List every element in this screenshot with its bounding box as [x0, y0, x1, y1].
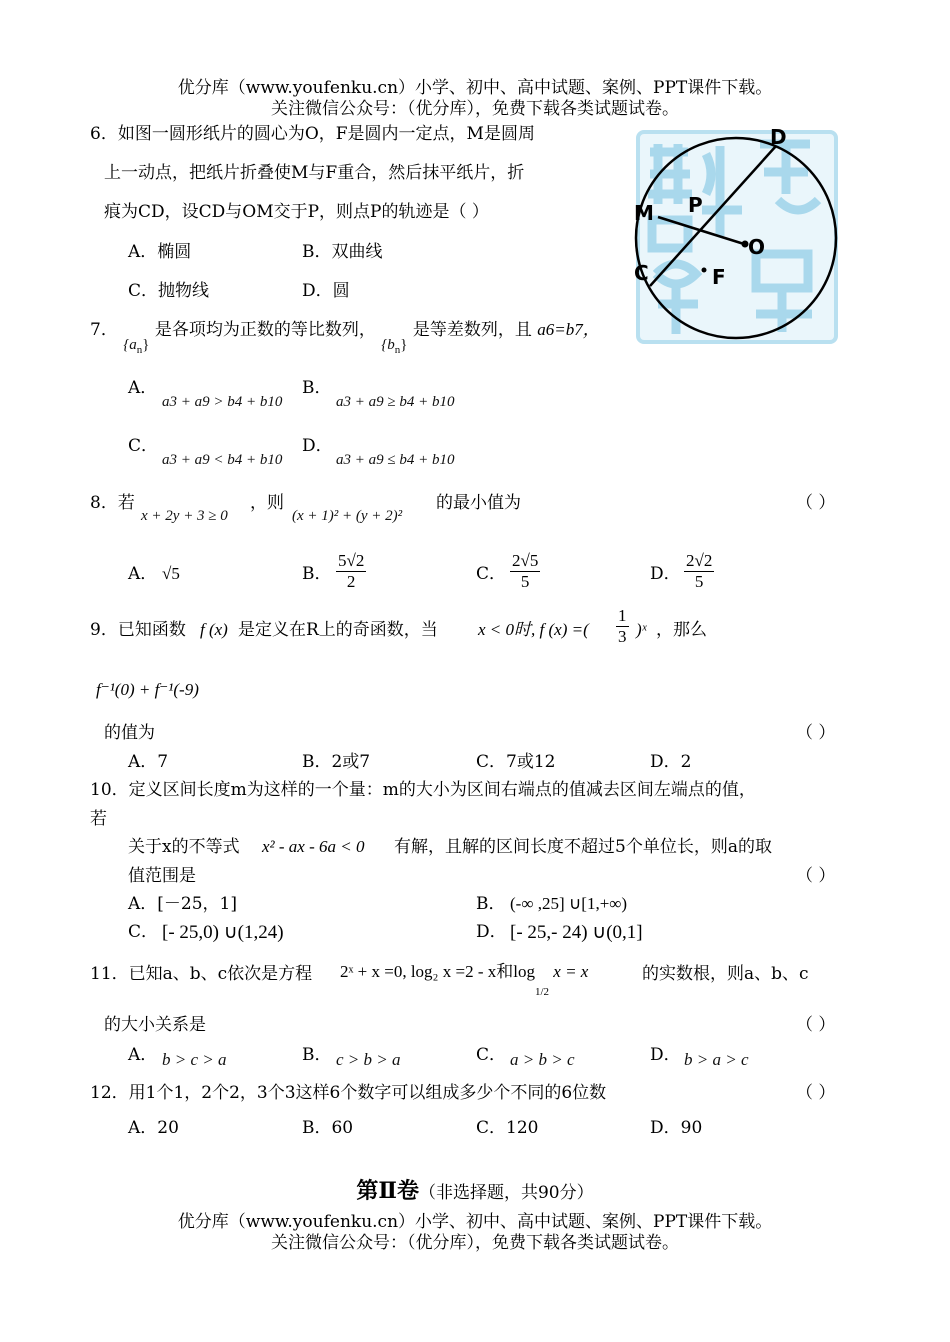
q12-option-b: B．60: [302, 1118, 354, 1138]
q11-option-d-label: D．: [650, 1045, 681, 1065]
q9-expression: f⁻¹(0) + f⁻¹(-9): [96, 680, 199, 699]
q7-number: 7．: [90, 320, 118, 340]
section-2-heading: [0, 1178, 950, 1204]
q9-line-1a: 9．已知函数: [90, 620, 186, 640]
q11-option-b-label: B．: [302, 1045, 332, 1065]
q11-option-c: a > b > c: [510, 1050, 575, 1069]
section-2-note: （非选择题，共90分）: [418, 1183, 594, 1203]
q6-line-1: 6．如图一圆形纸片的圆心为O，F是圆内一定点，M是圆周: [90, 124, 535, 144]
q8-option-a-label: A．: [128, 564, 158, 584]
q9-answer-paren: （ ）: [796, 723, 836, 743]
q8-option-b: $\frac{5√2}{2}$: [338, 551, 365, 592]
q8-number: 8．若: [90, 493, 135, 513]
q8-option-b-label: B．: [302, 564, 332, 584]
q11-option-b: c > b > a: [336, 1050, 401, 1069]
q10-line-1: 10．定义区间长度m为这样的一个量：m的大小为区间右端点的值减去区间左端点的值，: [90, 780, 756, 800]
q6-option-d: D．圆: [302, 281, 350, 301]
label-o: O: [748, 235, 766, 259]
q10-line-2a: 关于x的不等式: [128, 837, 240, 857]
q9-condition: x < 0时, f (x) =(: [478, 620, 589, 639]
q7-option-a: a3 + a9 > b4 + b10: [162, 394, 283, 410]
header-line-2: 关注微信公众号：（优分库），免费下载各类试题试卷。: [271, 99, 679, 119]
q8-option-a: √5: [162, 564, 180, 583]
q10-line-3: 值范围是: [128, 866, 196, 886]
q11-option-a: b > c > a: [162, 1050, 227, 1069]
q9-option-c: C．7或12: [476, 752, 556, 772]
q10-answer-paren: （ ）: [796, 866, 836, 886]
q7-text-2: 是等差数列，且: [412, 320, 532, 340]
section-2-title: 第Ⅱ卷: [356, 1178, 419, 1204]
q9-line-1c: ，那么: [656, 620, 707, 640]
q12-option-d: D．90: [650, 1118, 703, 1138]
q6-option-c: C．抛物线: [128, 281, 210, 301]
label-m: M: [634, 201, 654, 225]
q9-option-b: B．2或7: [302, 752, 371, 772]
q9-line-3: 的值为: [104, 723, 155, 743]
label-c: C: [634, 261, 649, 285]
q12-option-c: C．120: [476, 1118, 539, 1138]
q11-option-c-label: C．: [476, 1045, 507, 1065]
q9-power: )ˣ: [636, 620, 647, 639]
q7-option-a-label: A．: [128, 378, 158, 398]
q8-tail: 的最小值为: [436, 493, 521, 513]
q8-option-c: $\frac{2√5}{5}$: [512, 551, 539, 592]
footer-line-1: 优分库（www.youfenku.cn）小学、初中、高中试题、案例、PPT课件下载。: [177, 1212, 773, 1232]
q7-option-b: a3 + a9 ≥ b4 + b10: [336, 394, 455, 410]
q10-option-b: (-∞ ,25] ∪[1,+∞): [510, 894, 628, 913]
q11-answer-paren: （ ）: [796, 1015, 836, 1035]
q11-equation: 2ˣ + x =0, log₂ x =2 - x和$\log_{1/2} x = x$: [340, 962, 589, 999]
q9-option-d: D．2: [650, 752, 692, 772]
q10-inequality: x² - ax - 6a < 0: [262, 837, 365, 856]
q7-line: [90, 320, 600, 356]
q10-line-2b: 有解，且解的区间长度不超过5个单位长，则a的取: [394, 837, 772, 857]
q8-answer-paren: （ ）: [796, 493, 836, 513]
q9-fraction: $\frac{1}{3}$: [618, 606, 627, 647]
q12-answer-paren: （ ）: [796, 1083, 836, 1103]
q8-option-d: $\frac{2√2}{5}$: [686, 551, 713, 592]
q11-option-a-label: A．: [128, 1045, 158, 1065]
q11-line-1b: 的实数根，则a、b、c: [642, 964, 809, 984]
q6-line-3: 痕为CD，设CD与OM交于P，则点P的轨迹是（ ）: [104, 202, 489, 222]
q7-seq-b: $\{b_n\}$: [381, 337, 408, 356]
point-f: [702, 268, 707, 273]
label-f: F: [712, 265, 726, 289]
footer-line-2: 关注微信公众号：（优分库），免费下载各类试题试卷。: [271, 1233, 679, 1253]
q10-option-a: A．[－25，1]: [128, 894, 237, 914]
q10-option-c-label: C．: [128, 922, 159, 942]
q9-fx: f (x): [200, 620, 228, 639]
q6-option-a: A．椭圆: [128, 242, 192, 262]
q12-option-a: A．20: [128, 1118, 179, 1138]
q8-condition: x + 2y + 3 ≥ 0: [141, 508, 228, 524]
q7-option-d-label: D．: [302, 436, 333, 456]
q7-condition: a6=b7，: [537, 320, 600, 339]
label-p: P: [688, 193, 703, 217]
q8-expression: (x + 1)² + (y + 2)²: [292, 508, 403, 524]
q8-mid: ，则: [250, 493, 284, 513]
q7-option-c-label: C．: [128, 436, 159, 456]
q11-line-1a: 11．已知a、b、c依次是方程: [90, 964, 313, 984]
q10-option-c: [- 25,0) ∪(1,24): [162, 922, 284, 943]
q7-option-b-label: B．: [302, 378, 332, 398]
q8-option-c-label: C．: [476, 564, 507, 584]
q7-option-c: a3 + a9 < b4 + b10: [162, 452, 283, 468]
label-d: D: [770, 125, 787, 149]
q11-line-2: 的大小关系是: [104, 1015, 206, 1035]
q7-option-d: a3 + a9 ≤ b4 + b10: [336, 452, 455, 468]
q10-option-b-label: B．: [476, 894, 506, 914]
q6-circle-figure: [628, 124, 844, 350]
header-line-1: 优分库（www.youfenku.cn）小学、初中、高中试题、案例、PPT课件下载。: [177, 78, 773, 98]
q11-option-d: b > a > c: [684, 1050, 749, 1069]
q7-seq-a: $\{a_n\}$: [123, 337, 150, 356]
q7-text-1: 是各项均为正数的等比数列，: [154, 320, 376, 340]
q12-line-1: 12．用1个1，2个2，3个3这样6个数字可以组成多少个不同的6位数: [90, 1083, 607, 1103]
q6-line-2: 上一动点，把纸片折叠使M与F重合，然后抹平纸片，折: [104, 163, 525, 183]
q10-option-d: [- 25,- 24) ∪(0,1]: [510, 922, 643, 943]
q10-option-d-label: D．: [476, 922, 507, 942]
q6-option-b: B．双曲线: [302, 242, 383, 262]
q8-option-d-label: D．: [650, 564, 681, 584]
q9-line-1b: 是定义在R上的奇函数，当: [238, 620, 438, 640]
q9-option-a: A．7: [128, 752, 169, 772]
q10-line-1b: 若: [90, 809, 107, 829]
